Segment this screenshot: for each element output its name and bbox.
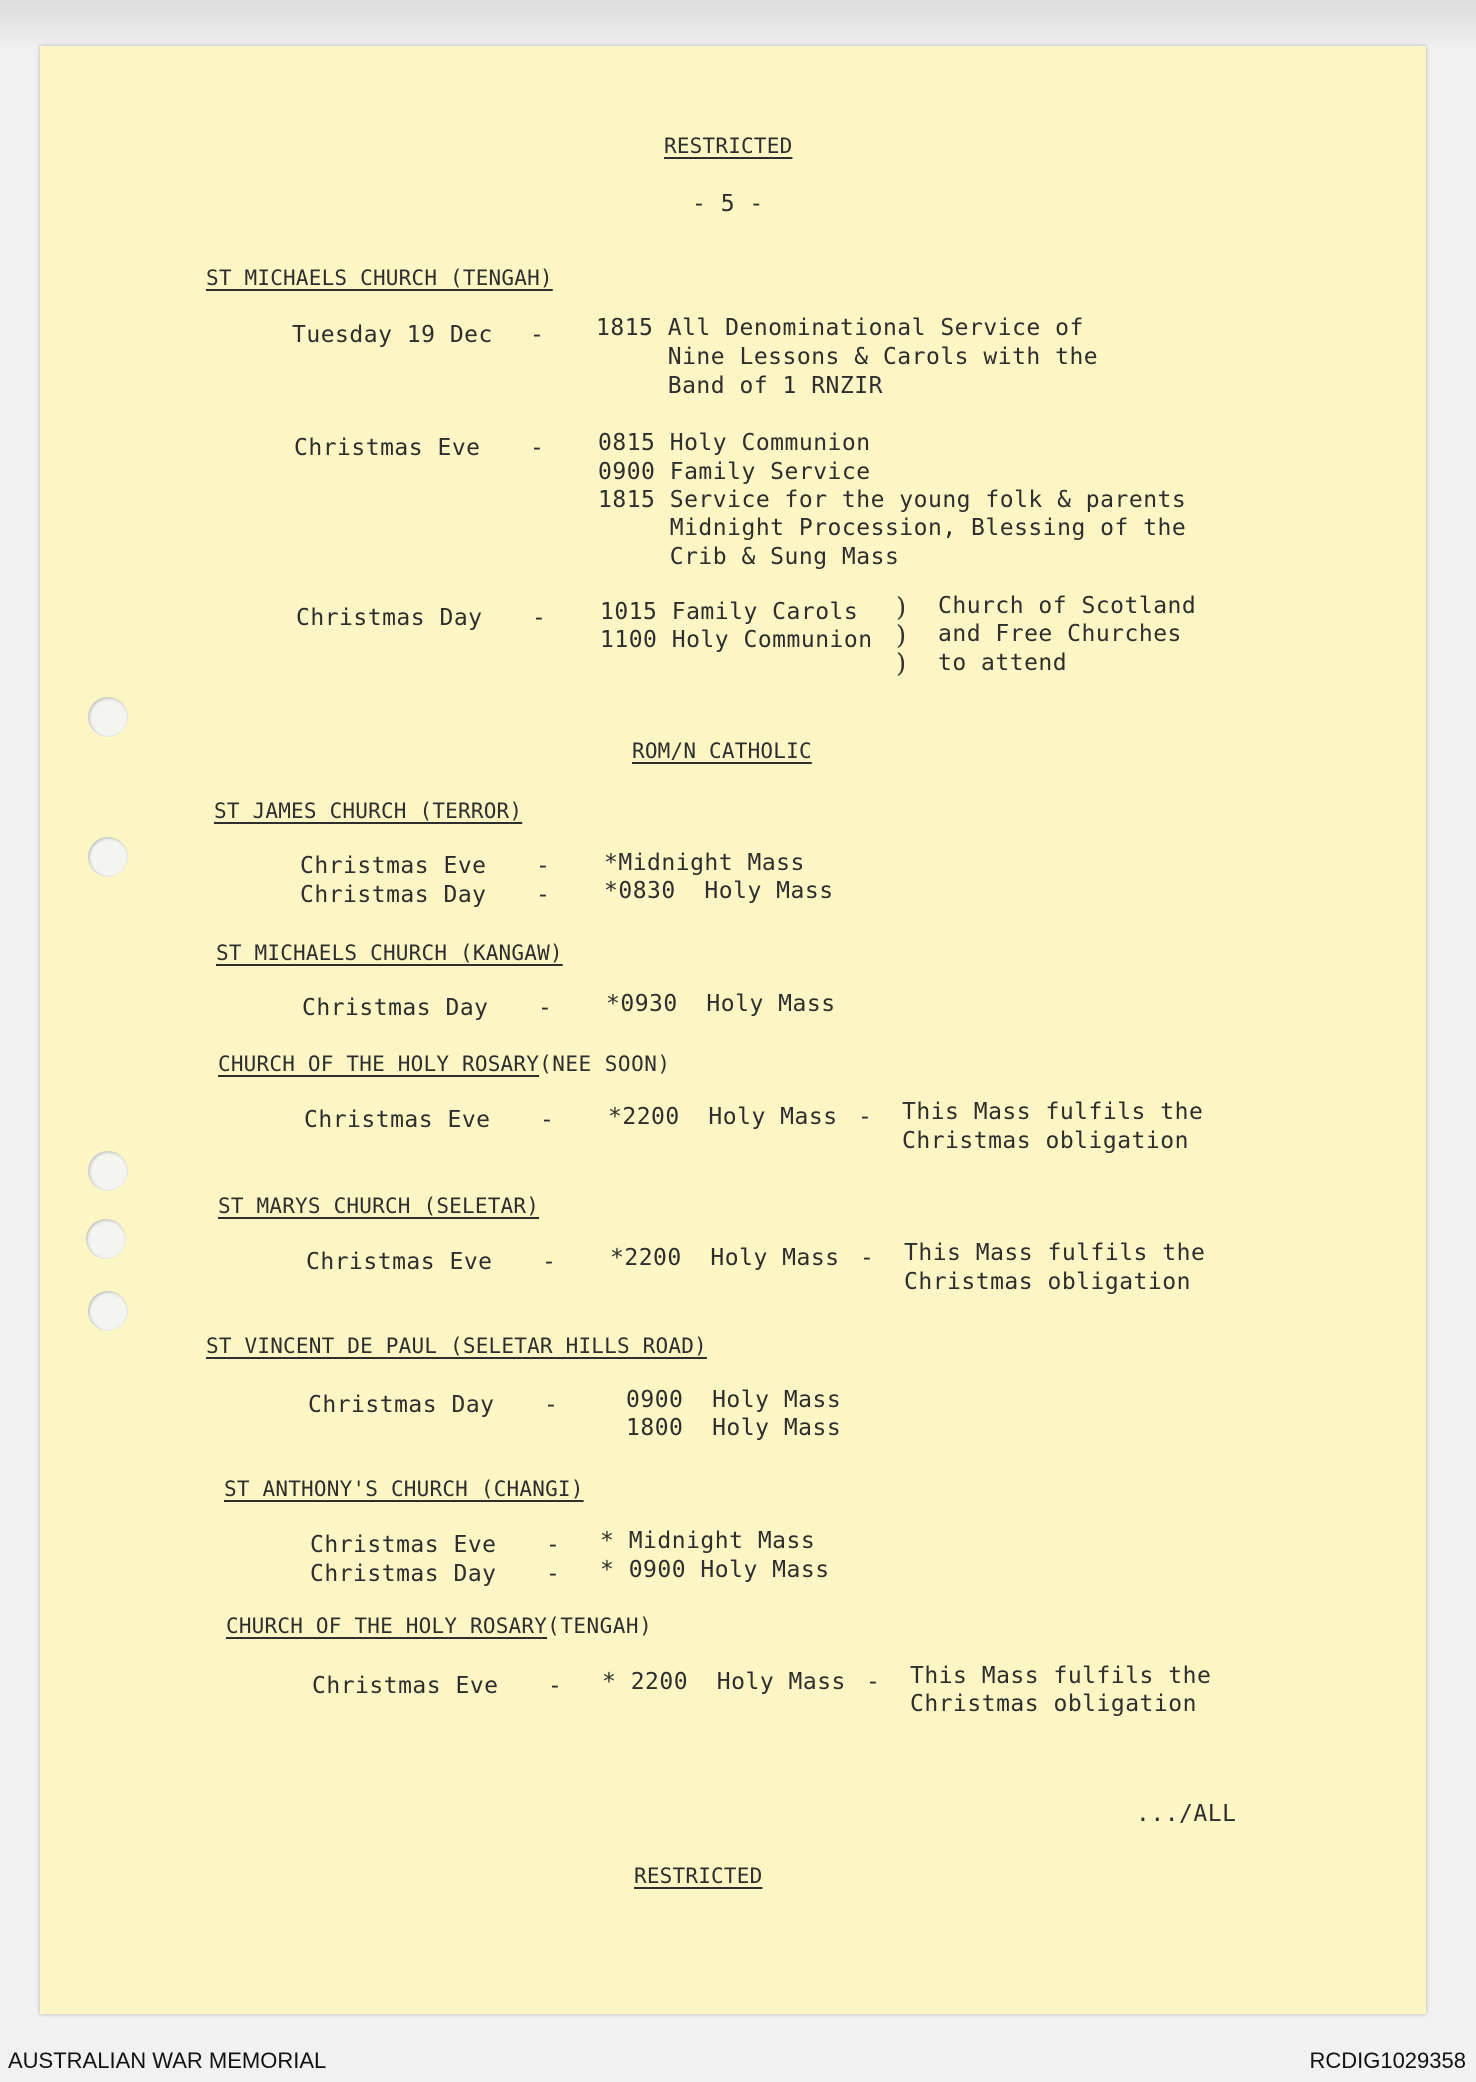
row-dash: -: [544, 1392, 559, 1418]
church-location: (TENGAH): [547, 1614, 653, 1638]
service-line: Band of 1 RNZIR: [596, 373, 883, 399]
punch-hole: [88, 1151, 128, 1191]
row-dash: -: [540, 1107, 555, 1133]
service-line: 1100 Holy Communion: [600, 627, 873, 653]
service-day: Christmas Day: [296, 605, 483, 631]
church-heading: ST MARYS CHURCH (SELETAR): [218, 1194, 540, 1218]
service-entry: *0930 Holy Mass: [606, 991, 836, 1017]
punch-hole: [88, 1291, 128, 1331]
service-line: 0815 Holy Communion: [598, 430, 871, 456]
service-day: Christmas Day: [308, 1392, 495, 1418]
service-line: 1015 Family Carols: [600, 599, 859, 625]
church-heading-line: [218, 1050, 671, 1078]
service-note: This Mass fulfils the: [904, 1240, 1206, 1266]
row-dash: -: [530, 322, 545, 348]
service-line: Nine Lessons & Carols with the: [596, 344, 1099, 370]
classification-header: RESTRICTED: [664, 134, 793, 158]
service-entry: *Midnight Mass: [604, 850, 805, 876]
church-location: (NEE SOON): [539, 1052, 671, 1076]
grouping-brace: ) ) ): [896, 593, 907, 679]
service-note: This Mass fulfils the: [902, 1099, 1204, 1125]
service-entry: *0830 Holy Mass: [604, 878, 834, 904]
service-day: Christmas Eve: [304, 1107, 491, 1133]
archive-id: RCDIG1029358: [1309, 2048, 1466, 2073]
service-day: Christmas Day: [310, 1561, 497, 1587]
church-heading: CHURCH OF THE HOLY ROSARY: [226, 1614, 548, 1638]
church-heading: CHURCH OF THE HOLY ROSARY: [218, 1052, 540, 1076]
row-dash: -: [542, 1249, 557, 1275]
punch-hole: [86, 1219, 126, 1259]
service-entry: * Midnight Mass: [600, 1528, 816, 1554]
service-day: Christmas Day: [302, 995, 489, 1021]
church-heading-line: [226, 1612, 652, 1640]
service-note: Church of Scotland: [938, 593, 1197, 619]
service-day: Christmas Eve: [294, 435, 481, 461]
service-line: 0900 Family Service: [598, 459, 871, 485]
page-number: - 5 -: [692, 191, 764, 217]
church-heading: ST MICHAELS CHURCH (KANGAW): [216, 941, 563, 965]
archive-label: AUSTRALIAN WAR MEMORIAL: [8, 2048, 327, 2073]
service-note: Christmas obligation: [902, 1128, 1189, 1154]
service-note: Christmas obligation: [910, 1691, 1197, 1717]
service-day: Christmas Eve: [310, 1532, 497, 1558]
service-day: Christmas Eve: [312, 1673, 499, 1699]
row-dash: -: [538, 995, 553, 1021]
row-dash: -: [536, 882, 551, 908]
church-heading: ST JAMES CHURCH (TERROR): [214, 799, 523, 823]
service-entry: *2200 Holy Mass: [610, 1245, 840, 1271]
row-dash: -: [536, 853, 551, 879]
service-note: This Mass fulfils the: [910, 1663, 1212, 1689]
service-note: Christmas obligation: [904, 1269, 1191, 1295]
service-line: Midnight Procession, Blessing of the: [598, 515, 1187, 541]
service-note: to attend: [938, 650, 1068, 676]
row-dash: -: [546, 1532, 561, 1558]
service-entry: *2200 Holy Mass: [608, 1104, 838, 1130]
row-dash: -: [548, 1673, 563, 1699]
denomination-heading: ROM/N CATHOLIC: [632, 739, 812, 763]
continuation-marker: .../ALL: [1136, 1801, 1237, 1827]
service-entry: 0900 Holy Mass: [626, 1387, 842, 1413]
service-line: Crib & Sung Mass: [598, 544, 900, 570]
section-heading: ST MICHAELS CHURCH (TENGAH): [206, 266, 553, 290]
row-dash: -: [532, 605, 547, 631]
row-dash: -: [858, 1104, 873, 1130]
service-note: and Free Churches: [938, 621, 1182, 647]
service-entry: 1800 Holy Mass: [626, 1415, 842, 1441]
service-day: Christmas Eve: [306, 1249, 493, 1275]
church-heading: ST ANTHONY'S CHURCH (CHANGI): [224, 1477, 584, 1501]
classification-footer: RESTRICTED: [634, 1864, 763, 1888]
row-dash: -: [866, 1669, 881, 1695]
church-heading: ST VINCENT DE PAUL (SELETAR HILLS ROAD): [206, 1334, 707, 1358]
service-day: Christmas Day: [300, 882, 487, 908]
row-dash: -: [860, 1245, 875, 1271]
service-day: Tuesday 19 Dec: [292, 322, 493, 348]
scan-top-band: [0, 0, 1476, 46]
row-dash: -: [530, 435, 545, 461]
service-line: 1815 All Denominational Service of: [596, 315, 1084, 341]
service-day: Christmas Eve: [300, 853, 487, 879]
punch-hole: [88, 697, 128, 737]
service-entry: * 2200 Holy Mass: [602, 1669, 846, 1695]
service-line: 1815 Service for the young folk & parents: [598, 487, 1187, 513]
service-entry: * 0900 Holy Mass: [600, 1557, 830, 1583]
row-dash: -: [546, 1561, 561, 1587]
punch-hole: [88, 837, 128, 877]
